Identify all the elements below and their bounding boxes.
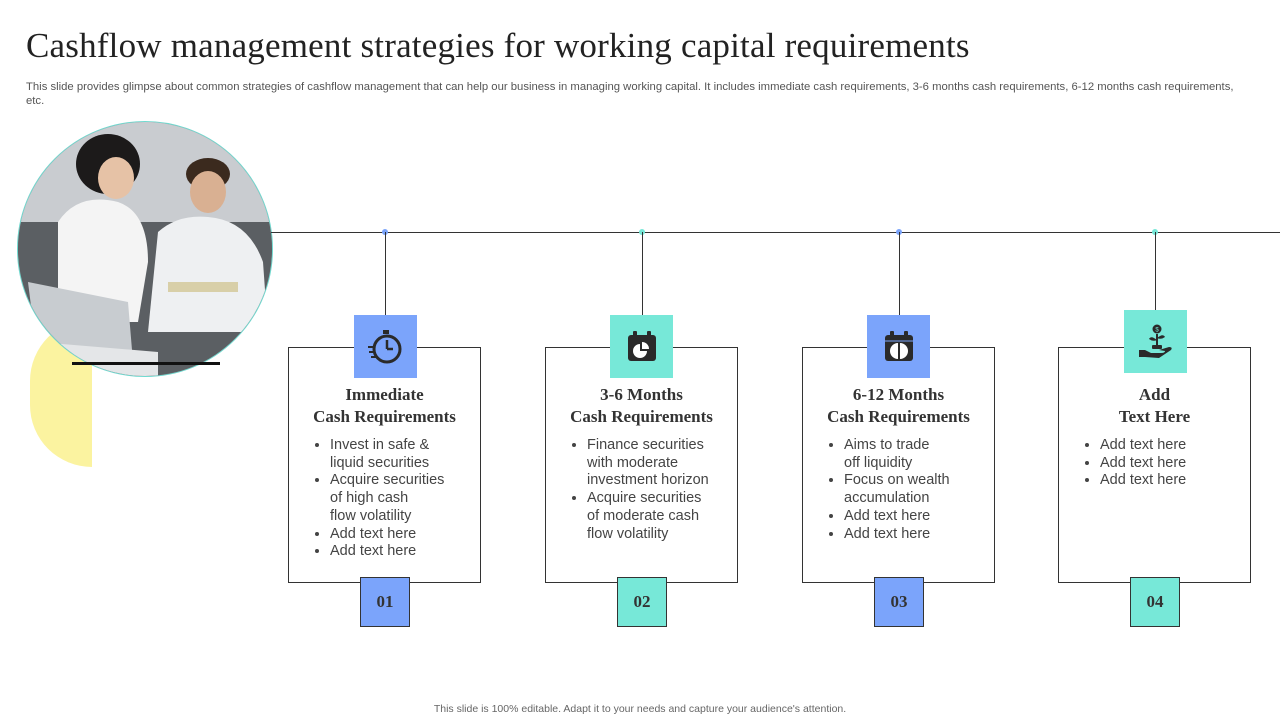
card-bullet-list xyxy=(825,437,988,543)
connector-line-3 xyxy=(899,232,900,316)
strategy-card-3 xyxy=(802,347,995,583)
connector-line-4 xyxy=(1155,232,1156,316)
footer-note: This slide is 100% editable. Adapt it to your needs and capture your audience's attention. xyxy=(433,703,847,715)
stopwatch-icon xyxy=(367,328,405,366)
card-title: Immediate Cash Requirements xyxy=(313,385,456,426)
step-number-4: 04 xyxy=(1130,577,1180,627)
strategy-card-4 xyxy=(1058,347,1251,583)
calendar-chart-icon xyxy=(625,330,659,364)
list-item: • Add text here xyxy=(330,543,474,561)
money-plant-hand-icon xyxy=(1137,323,1175,361)
connector-line-2 xyxy=(642,232,643,316)
step-number-2: 02 xyxy=(617,577,667,627)
list-item: • Add text here xyxy=(1100,437,1244,455)
card-bullet-list xyxy=(1081,437,1244,490)
step-number-3: 03 xyxy=(874,577,924,627)
list-item: • Focus on wealth accumulation xyxy=(844,472,988,507)
list-item: • Add text here xyxy=(844,526,988,544)
card-bullet-list xyxy=(568,437,731,543)
page-title: Cashflow management strategies for working capital requirements xyxy=(26,26,970,65)
list-item: • Add text here xyxy=(1100,472,1244,490)
list-item: • Add text here xyxy=(1100,455,1244,473)
decorative-black-bar xyxy=(72,362,220,365)
calendar-pie-icon xyxy=(882,330,916,364)
step-number-1: 01 xyxy=(360,577,410,627)
card-title: 6-12 Months Cash Requirements xyxy=(827,385,970,426)
card-title: 3-6 Months Cash Requirements xyxy=(570,385,713,426)
connector-line-1 xyxy=(385,232,386,316)
card-icon-box-4 xyxy=(1124,310,1187,373)
business-people-photo xyxy=(17,121,273,377)
list-item: • Invest in safe & liquid securities xyxy=(330,437,474,472)
card-bullet-list xyxy=(311,437,474,561)
list-item: • Aims to trade off liquidity xyxy=(844,437,988,472)
svg-text:$: $ xyxy=(1154,327,1159,333)
list-item: • Finance securities with moderate investment horizon xyxy=(587,437,731,490)
card-icon-box-3 xyxy=(867,315,930,378)
strategy-card-2 xyxy=(545,347,738,583)
card-icon-box-1 xyxy=(354,315,417,378)
page-subtitle: This slide provides glimpse about common strategies of cashflow management that can help our business in managing working capital. It includes immediate cash requirements, 3-6 months cash requirements, 6-12 months cash requirements, etc. xyxy=(26,81,1234,107)
list-item: • Add text here xyxy=(330,526,474,544)
list-item: • Add text here xyxy=(844,508,988,526)
strategy-card-1 xyxy=(288,347,481,583)
card-icon-box-2 xyxy=(610,315,673,378)
list-item: • Acquire securities of high cash flow volatility xyxy=(330,472,474,525)
card-title: Add Text Here xyxy=(1118,385,1191,426)
timeline-line xyxy=(271,232,1280,233)
list-item: • Acquire securities of moderate cash flow volatility xyxy=(587,490,731,543)
